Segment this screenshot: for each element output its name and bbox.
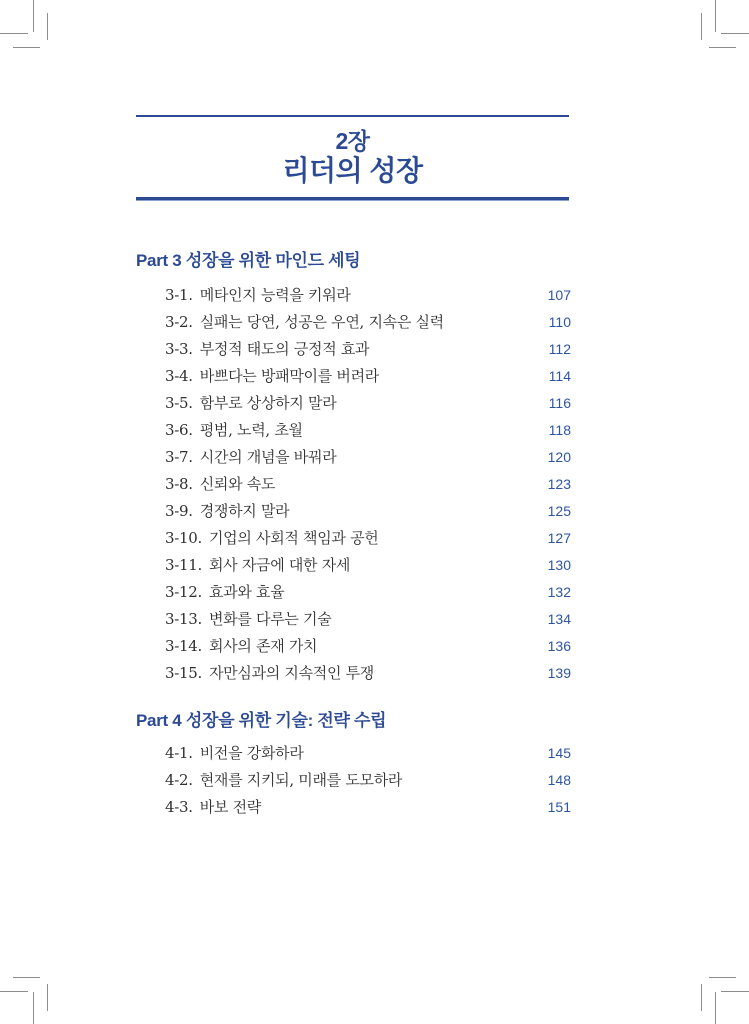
crop-mark — [721, 33, 749, 34]
toc-entry-number: 4-3. — [165, 797, 193, 816]
toc-entry-number: 3-12. — [165, 582, 202, 601]
toc-entry-title: 변화를 다루는 기술 — [208, 610, 332, 628]
crop-mark — [33, 0, 34, 32]
toc-entry — [165, 308, 571, 335]
toc-entry-number: 3-5. — [165, 393, 193, 412]
toc-entry-number: 3-3. — [165, 339, 193, 358]
toc-entry-page: 116 — [548, 394, 571, 411]
toc-entry-page: 139 — [547, 664, 571, 681]
toc-entry — [165, 632, 571, 659]
toc-entry-page: 151 — [547, 798, 571, 815]
toc-entry-number: 3-13. — [165, 609, 202, 628]
toc-entry-page: 114 — [548, 367, 571, 384]
toc-entry-title: 메타인지 능력을 키워라 — [199, 286, 351, 304]
toc-entry-title: 시간의 개념을 바꿔라 — [199, 448, 337, 466]
toc-entry-number: 3-2. — [165, 312, 193, 331]
toc-entry-page: 120 — [547, 448, 571, 465]
crop-mark — [33, 992, 34, 1024]
toc-entry-title: 회사의 존재 가치 — [208, 637, 318, 655]
toc-entry-page: 123 — [547, 475, 571, 492]
toc-entry — [165, 578, 571, 605]
crop-mark — [0, 991, 28, 992]
toc-entry-title: 바쁘다는 방패막이를 버려라 — [199, 367, 379, 385]
crop-mark — [709, 47, 736, 48]
toc-entry-number: 3-7. — [165, 447, 193, 466]
toc-entry-page: 112 — [548, 340, 571, 357]
crop-mark — [709, 977, 736, 978]
chapter-header-rule-bottom — [136, 197, 569, 201]
toc-entry-title: 자만심과의 지속적인 투쟁 — [208, 664, 374, 682]
toc-entry-page: 110 — [548, 313, 571, 330]
toc-entry-page: 148 — [547, 771, 571, 788]
toc-entry-number: 3-14. — [165, 636, 202, 655]
toc-entry-number: 4-1. — [165, 743, 193, 762]
toc-entry — [165, 389, 571, 416]
toc-entry-page: 130 — [547, 556, 571, 573]
toc-entry-page: 132 — [547, 583, 571, 600]
toc-entry-title: 실패는 당연, 성공은 우연, 지속은 실력 — [199, 313, 444, 331]
crop-mark — [47, 13, 48, 40]
toc-entry-page: 107 — [547, 286, 571, 303]
toc-entry — [165, 335, 571, 362]
toc-entry-number: 3-9. — [165, 501, 193, 520]
toc-entry — [165, 281, 571, 308]
crop-mark — [715, 992, 716, 1024]
toc-entry — [165, 362, 571, 389]
toc-entry-title: 비전을 강화하라 — [199, 744, 304, 762]
toc-entry-number: 4-2. — [165, 770, 193, 789]
part4-toc-list — [165, 739, 571, 820]
crop-mark — [47, 984, 48, 1011]
toc-entry — [165, 551, 571, 578]
part4-heading: Part 4 성장을 위한 기술: 전략 수립 — [136, 711, 387, 730]
toc-entry-title: 바보 전략 — [199, 798, 261, 816]
toc-entry — [165, 470, 571, 497]
crop-mark — [715, 0, 716, 32]
crop-mark — [13, 47, 40, 48]
part3-heading: Part 3 성장을 위한 마인드 세팅 — [136, 251, 361, 270]
toc-entry-title: 현재를 지키되, 미래를 도모하라 — [199, 771, 403, 789]
toc-entry-page: 145 — [547, 744, 571, 761]
toc-entry-title: 효과와 효율 — [208, 583, 285, 601]
chapter-title: 리더의 성장 — [282, 155, 423, 186]
crop-mark — [0, 33, 28, 34]
chapter-header-rule-top — [136, 115, 569, 117]
crop-mark — [701, 984, 702, 1011]
toc-entry-page: 127 — [547, 529, 571, 546]
toc-entry-number: 3-15. — [165, 663, 202, 682]
toc-entry-number: 3-10. — [165, 528, 202, 547]
toc-entry-title: 신뢰와 속도 — [199, 475, 276, 493]
toc-entry-title: 회사 자금에 대한 자세 — [208, 556, 351, 574]
toc-entry-number: 3-11. — [165, 555, 202, 574]
toc-entry — [165, 659, 571, 686]
toc-entry-number: 3-4. — [165, 366, 193, 385]
crop-mark — [721, 991, 749, 992]
toc-entry-title: 경쟁하지 말라 — [199, 502, 290, 520]
toc-entry-number: 3-6. — [165, 420, 193, 439]
part3-toc-list — [165, 281, 571, 686]
toc-entry-title: 기업의 사회적 책임과 공헌 — [208, 529, 379, 547]
toc-entry — [165, 739, 571, 766]
toc-entry-title: 평범, 노력, 초월 — [199, 421, 303, 439]
toc-entry — [165, 605, 571, 632]
crop-mark — [13, 977, 40, 978]
toc-entry-title: 부정적 태도의 긍정적 효과 — [199, 340, 370, 358]
toc-entry-page: 134 — [547, 610, 571, 627]
crop-mark — [701, 13, 702, 40]
toc-entry-page: 125 — [547, 502, 571, 519]
toc-entry-number: 3-1. — [165, 285, 193, 304]
toc-entry — [165, 416, 571, 443]
toc-entry — [165, 524, 571, 551]
toc-entry-page: 118 — [548, 421, 571, 438]
chapter-label: 2장 — [335, 128, 370, 154]
toc-entry — [165, 793, 571, 820]
toc-entry — [165, 443, 571, 470]
toc-entry-number: 3-8. — [165, 474, 193, 493]
toc-entry — [165, 766, 571, 793]
toc-entry-title: 함부로 상상하지 말라 — [199, 394, 337, 412]
toc-entry-page: 136 — [547, 637, 571, 654]
toc-entry — [165, 497, 571, 524]
